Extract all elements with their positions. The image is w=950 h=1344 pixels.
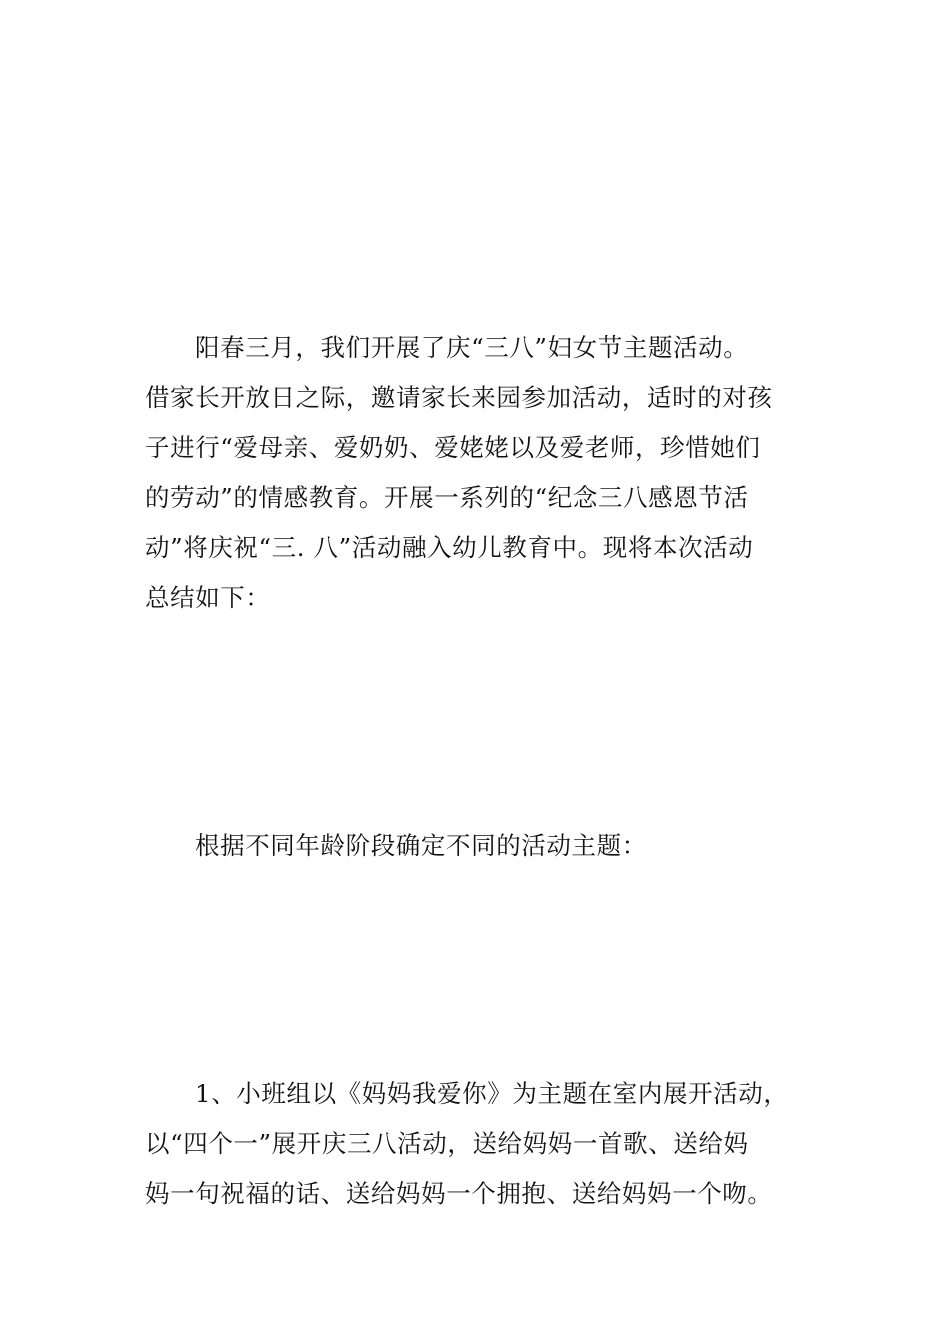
text-line: 根据不同年龄阶段确定不同的活动主题： bbox=[195, 831, 647, 860]
text-line: 子进行“爱母亲、爱奶奶、爱姥姥以及爱老师，珍惜她们 bbox=[145, 433, 761, 462]
text-line: 借家长开放日之际，邀请家长来园参加活动，适时的对孩 bbox=[145, 383, 773, 412]
text-line: 以“四个一”展开庆三八活动，送给妈妈一首歌、送给妈 bbox=[145, 1129, 749, 1158]
text-line: 的劳动”的情感教育。开展一系列的“纪念三八感恩节活 bbox=[145, 483, 749, 512]
text-line: 1、小班组以《妈妈我爱你》为主题在室内展开活动， bbox=[195, 1079, 789, 1108]
text-line: 妈一句祝福的话、送给妈妈一个拥抱、送给妈妈一个吻。 bbox=[145, 1179, 773, 1208]
text-line: 动”将庆祝“三. 八”活动融入幼儿教育中。现将本次活动 bbox=[145, 533, 754, 562]
text-line: 总结如下： bbox=[145, 583, 271, 612]
text-line: 阳春三月，我们开展了庆“三八”妇女节主题活动。 bbox=[195, 333, 749, 362]
